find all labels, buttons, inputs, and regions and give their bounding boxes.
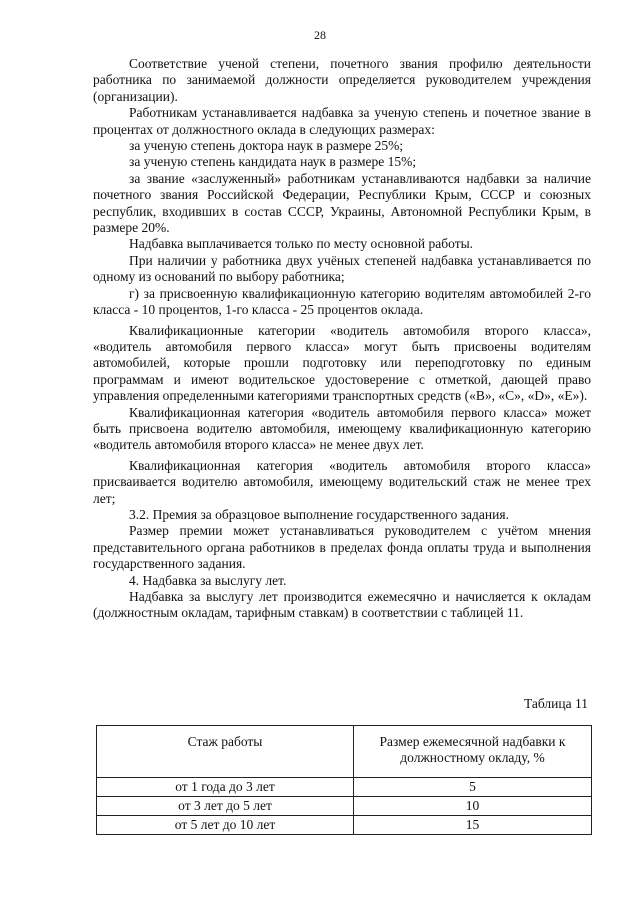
paragraph: г) за присвоенную квалификационную категорию водителям автомобилей 2-го класса - 10 процентов, 1-го класса - 25 процентов оклада. [93,285,591,318]
paragraph: Надбавка за выслугу лет производится ежемесячно и начисляется к окладам (должностным окладам, тарифным ставкам) в соответствии с таблицей 11. [93,589,591,621]
paragraph: Квалификационные категории «водитель автомобиля второго класса», «водитель автомобиля первого класса» могут быть присвоены водителям автомобилей, которые прошли подготовку или переподготовку по единым программам и имеют водительское удостоверение с отметкой, дающей право управления определенными категориями транспортных средств («В», «С», «D», «Е»). [93,322,591,404]
page-number: 28 [314,28,326,42]
paragraph: Квалификационная категория «водитель автомобиля первого класса» может быть присвоена водителю автомобиля, имеющему квалификационную категорию «водитель автомобиля второго класса» не менее двух лет. [93,404,591,453]
paragraph: Соответствие ученой степени, почетного звания профилю деятельности работника по занимаемой должности определяется руководителем учреждения (организации). [93,56,591,104]
table-cell: 10 [354,797,592,816]
paragraph: Размер премии может устанавливаться руководителем с учётом мнения представительного органа работников в пределах фонда оплаты труда и выполнения государственного задания. [93,523,591,572]
table-row [97,816,592,835]
document-body [93,56,591,622]
paragraph: Работникам устанавливается надбавка за ученую степень и почетное звание в процентах от должностного оклада в следующих размерах: [93,105,591,137]
paragraph: за звание «заслуженный» работникам устанавливаются надбавки за наличие почетного звания Российской Федерации, Республики Крым, СССР и союзных республик, входивших в состав СССР, Украины, Автономной Республики Крым, в размере 20%. [93,170,591,236]
table-cell: от 5 лет до 10 лет [97,816,354,835]
paragraph: При наличии у работника двух учёных степеней надбавка устанавливается по одному из оснований по выбору работника; [93,252,591,285]
paragraph: 3.2. Премия за образцовое выполнение государственного задания. [129,506,509,522]
table-header-row [97,726,592,778]
table-cell: от 3 лет до 5 лет [97,797,354,816]
column-header-experience: Стаж работы [97,726,354,778]
paragraph: за ученую степень доктора наук в размере 25%; [129,138,404,154]
paragraph: за ученую степень кандидата наук в размере 15%; [129,154,417,170]
allowance-table [96,725,592,835]
table-cell: 15 [354,816,592,835]
column-header-allowance: Размер ежемесячной надбавки к должностному окладу, % [354,726,592,778]
table-cell: от 1 года до 3 лет [97,778,354,797]
table-row [97,797,592,816]
table-cell: 5 [354,778,592,797]
table-row [97,778,592,797]
paragraph: 4. Надбавка за выслугу лет. [129,572,287,588]
paragraph: Надбавка выплачивается только по месту основной работы. [129,236,474,252]
paragraph: Квалификационная категория «водитель автомобиля второго класса» присваивается водителю автомобиля, имеющему водительский стаж не менее трех лет; [93,457,591,506]
table-caption: Таблица 11 [524,696,588,711]
